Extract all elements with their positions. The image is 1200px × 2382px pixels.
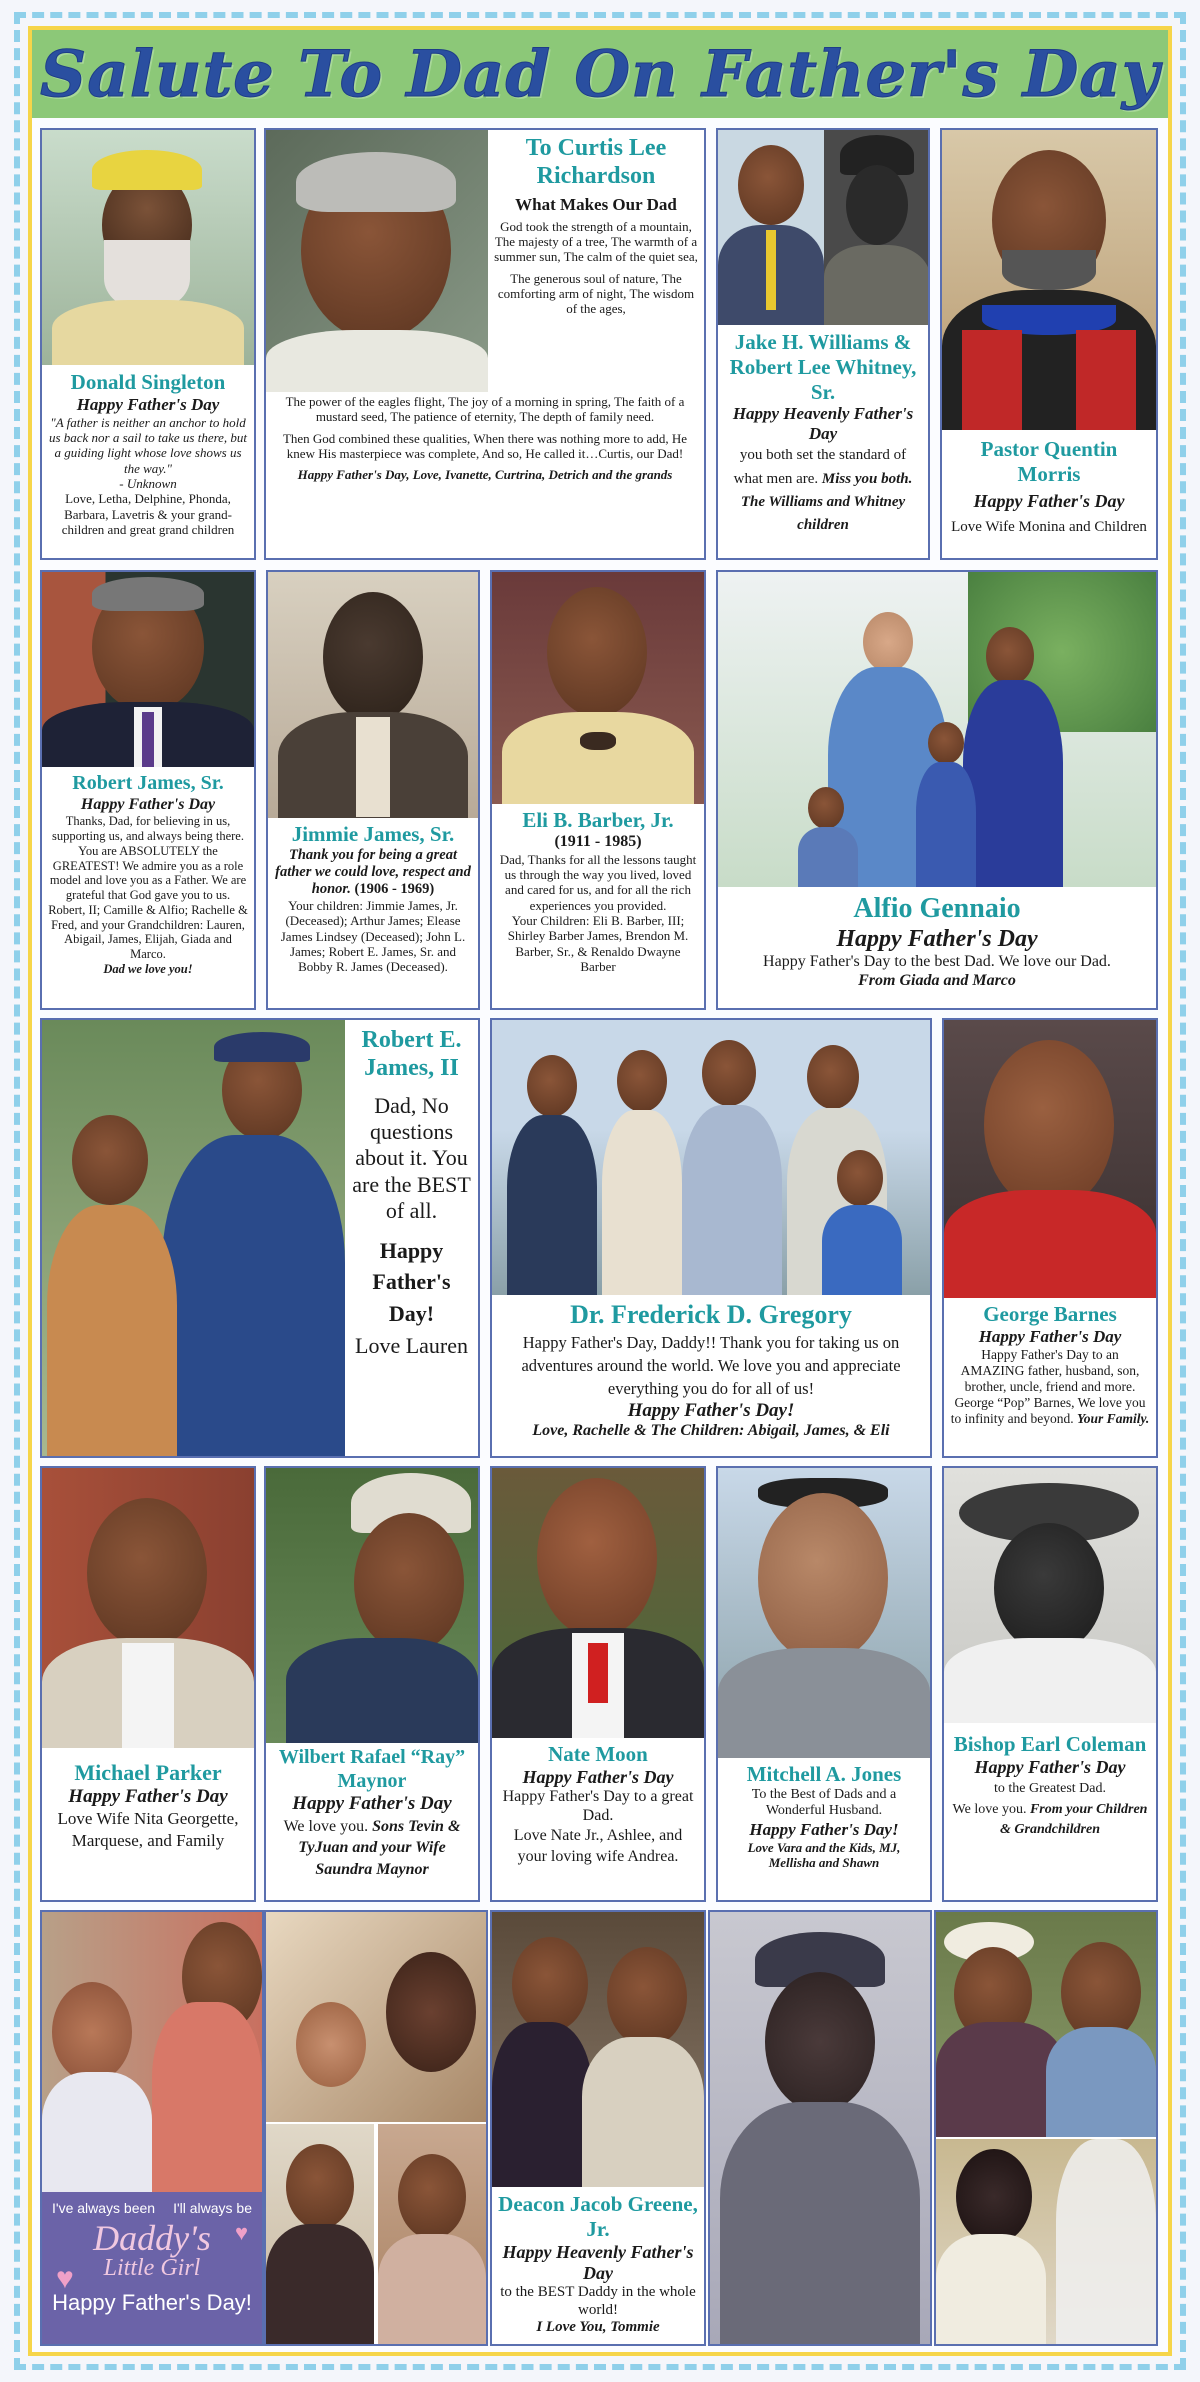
photo-collage-left — [264, 1910, 488, 2346]
tribute-card-quentin-morris — [940, 128, 1158, 560]
signoff: Miss you both. The Williams and Whitney children — [740, 470, 913, 534]
headline: Happy Father's Day — [974, 1756, 1126, 1777]
photo-jimmie-james — [268, 572, 478, 818]
message-text: We love you. — [283, 1817, 369, 1835]
subtitle: What Makes Our Dad — [515, 194, 677, 214]
footer-caption: Happy Father's Day! — [52, 2290, 252, 2315]
tribute-card-donald-singleton — [40, 128, 256, 560]
signoff: From your Children & Grandchildren — [1000, 1802, 1148, 1837]
daddys-little-girl-panel — [42, 2192, 262, 2344]
message-text: Happy Father's Day to an AMAZING father, husband, son, brother, uncle, friend and more. George “Pop” Barnes, We love you to infinity and beyond. — [950, 1346, 1146, 1426]
name: Nate Moon — [548, 1742, 648, 1766]
tribute-card-eli-barber — [490, 570, 706, 1010]
tribute-card-wilbert-maynor — [264, 1466, 480, 1902]
name: Wilbert Rafael “Ray” Maynor — [278, 1746, 466, 1792]
photo-earl-coleman — [944, 1468, 1156, 1723]
signoff: Love Nate Jr., Ashlee, and your loving wife Andrea. — [513, 1826, 683, 1865]
photo-jacob-greene — [492, 1912, 704, 2187]
poem-stanza-3: The power of the eagles flight, The joy of a morning in spring, The faith of a mustard seed, The patience of eternity, The depth of family need. — [285, 394, 685, 425]
poem-stanza-2: The generous soul of nature, The comforting arm of night, The wisdom of the ages, — [497, 270, 695, 317]
photo-military-portrait — [710, 1912, 930, 2344]
headline: Happy Father's Day — [80, 795, 216, 813]
tribute-card-robert-james-sr — [40, 570, 256, 1010]
tribute-card-jacob-greene — [490, 1910, 706, 2346]
message — [272, 1816, 472, 1881]
photo-nate-moon — [492, 1468, 704, 1738]
tribute-card-jimmie-james — [266, 570, 480, 1010]
script-little-girl: Little Girl — [103, 2255, 201, 2281]
message: Happy Father's Day to a great Dad. — [502, 1788, 694, 1824]
name: Pastor Quentin Morris — [980, 437, 1118, 486]
photo-collage-right — [934, 1910, 1158, 2346]
attribution: - Unknown — [119, 476, 177, 492]
message — [950, 1347, 1150, 1427]
photo-george-barnes — [944, 1020, 1156, 1298]
photo-jake-williams — [718, 130, 824, 325]
name: George Barnes — [983, 1302, 1117, 1326]
name: Robert E. James, II — [361, 1027, 462, 1082]
photo-man-in-suit — [266, 2124, 374, 2344]
signoff: Love Vara and the Kids, MJ, Mellisha and Shawn — [747, 1839, 901, 1871]
photo-soldier — [708, 1910, 932, 2346]
photo-young-girl — [378, 2124, 486, 2344]
photo-baby-with-father — [42, 1912, 262, 2192]
headline: Happy Father's Day! — [749, 1819, 899, 1839]
photo-frederick-gregory — [492, 1020, 930, 1295]
headline: Happy Heavenly Father's Day — [502, 2241, 694, 2283]
photo-donald-singleton — [42, 130, 254, 365]
message: Dad, No questions about it. You are the BEST of all. — [352, 1092, 471, 1224]
photo-alfio-gennaio — [718, 572, 1156, 887]
photo-robert-whitney — [824, 130, 930, 325]
photo-quentin-morris — [942, 130, 1156, 430]
message-2 — [950, 1800, 1150, 1839]
years: (1906 - 1969) — [354, 880, 435, 897]
photo-eli-barber — [492, 572, 704, 804]
photo-wedding — [936, 2139, 1156, 2344]
headline: Happy Father's Day — [978, 1326, 1122, 1346]
message: to the BEST Daddy in the whole world! — [500, 2284, 696, 2318]
right-caption: I'll always be — [173, 2200, 252, 2216]
tribute-card-curtis-richardson — [264, 128, 706, 560]
headline: Happy Father's Day — [836, 926, 1038, 953]
message: Love Wife Nita Georgette, Marquese, and Family — [57, 1809, 239, 1851]
name: To Curtis Lee Richardson — [525, 135, 667, 190]
message: Happy Father's Day, Daddy!! Thank you for taking us on adventures around the world. We love you and appreciate everything you do for all of us! — [521, 1332, 901, 1398]
signoff: I Love You, Tommie — [536, 2319, 660, 2336]
tribute-card-robert-james-ii — [40, 1018, 480, 1458]
signoff: Your Family. — [1077, 1410, 1150, 1426]
message: Happy Father's Day to the best Dad. We love our Dad. — [763, 953, 1111, 971]
headline: Happy Father's Day — [292, 1793, 452, 1815]
page-title: Salute To Dad On Father's Day — [40, 36, 1160, 112]
closing: Happy Father's Day, Love, Ivanette, Curtrina, Detrich and the grands — [297, 467, 673, 483]
photo-father-and-baby — [266, 1912, 486, 2122]
tribute-card-daddys-little-girl — [40, 1910, 264, 2346]
script-daddys: Daddy's — [93, 2218, 211, 2258]
signoff: From Giada and Marco — [858, 972, 1016, 990]
name: Alfio Gennaio — [853, 893, 1021, 924]
message: Your children: Jimmie James, Jr. (Deceased); Arthur James; Elease James Lindsey (Deceased); John L. James; Robert E. James, Sr. and Bobby R. James (Deceased). — [280, 898, 466, 975]
name: Mitchell A. Jones — [746, 1762, 902, 1786]
tribute-card-mitchell-jones — [716, 1466, 932, 1902]
photo-wilbert-maynor — [266, 1468, 478, 1743]
tribute-card-frederick-gregory — [490, 1018, 932, 1458]
children: Your Children: Eli B. Barber, III; Shirley Barber James, Brendon M. Barber, Sr., & Renaldo Dwayne Barber — [507, 912, 689, 974]
headline: Happy Father's Day — [522, 1766, 674, 1787]
name: Jake H. Williams & Robert Lee Whitney, Sr. — [729, 330, 917, 404]
name: Jimmie James, Sr. — [291, 822, 455, 846]
poem-stanza-4: Then God combined these qualities, When there was nothing more to add, He knew His masterpiece was complete, And so, He called it…Curtis, our Dad! — [282, 430, 688, 461]
message-text: you both set the standard of what men are. — [733, 447, 907, 487]
headline: Happy Heavenly Father's Day — [732, 404, 914, 444]
name: Donald Singleton — [70, 370, 226, 394]
headline-text: Thank you for being a great father we could love, respect and honor. — [275, 846, 471, 897]
message — [724, 444, 922, 537]
photo-mitchell-jones — [718, 1468, 930, 1758]
tribute-card-michael-parker — [40, 1466, 256, 1902]
message: To the Best of Dads and a Wonderful Husband. — [751, 1786, 897, 1819]
name: Bishop Earl Coleman — [953, 1732, 1147, 1756]
header-banner — [32, 30, 1168, 118]
name: Robert James, Sr. — [72, 772, 224, 794]
left-caption: I've always been — [52, 2200, 156, 2216]
name: Dr. Frederick D. Gregory — [570, 1300, 852, 1329]
signoff: Love Lauren — [355, 1333, 468, 1359]
headline: Happy Father's Day! — [372, 1237, 451, 1327]
tribute-card-alfio-gennaio — [716, 570, 1158, 1010]
message: Love, Letha, Delphine, Phonda, Barbara, Lavetris & your grand-children and great grand children — [61, 491, 235, 538]
heart-icon: ♥ — [56, 2262, 74, 2295]
photo-couple — [936, 1912, 1156, 2137]
message: Dad, Thanks for all the lessons taught us through the way you lived, loved and cared for us, and for all the rich experiences you provided. — [499, 851, 697, 913]
headline: Happy Father's Day — [76, 394, 220, 414]
signoff: Love, Rachelle & The Children: Abigail, James, & Eli — [532, 1422, 890, 1440]
photo-curtis-richardson — [266, 130, 488, 392]
tribute-card-earl-coleman — [942, 1466, 1158, 1902]
name: Michael Parker — [74, 1760, 222, 1785]
headline: Happy Father's Day — [973, 490, 1125, 511]
years: (1911 - 1985) — [554, 832, 642, 850]
tribute-card-george-barnes — [942, 1018, 1158, 1458]
tribute-card-nate-moon — [490, 1466, 706, 1902]
signoff: Dad we love you! — [103, 961, 193, 976]
heart-icon: ♥ — [234, 2220, 248, 2245]
name: Deacon Jacob Greene, Jr. — [498, 2192, 698, 2241]
message-2-text: We love you. — [952, 1802, 1027, 1818]
tribute-card-williams-whitney — [716, 128, 930, 560]
headline: Happy Father's Day — [68, 1785, 228, 1807]
photo-robert-james-ii — [42, 1020, 345, 1456]
photo-robert-james-sr — [42, 572, 254, 767]
poem-stanza-1: God took the strength of a mountain, The majesty of a tree, The warmth of a summer sun, The calm of the quiet sea, — [494, 218, 698, 265]
headline: Happy Father's Day! — [627, 1399, 795, 1421]
photo-michael-parker — [42, 1468, 254, 1748]
message: Thanks, Dad, for believing in us, supporting us, and always being there. You are ABSOLUTELY the GREATEST! We admire you as a role model and love you as a Father. We are grateful that God gave you to us. Robert, II; Camille & Alfio; Rachelle & Fred, and your Grandchildren: Lauren, Abigail, James, Elijah, Giada and Marco. — [48, 814, 248, 962]
name: Eli B. Barber, Jr. — [522, 808, 674, 832]
quote: "A father is neither an anchor to hold us back nor a sail to take us there, but a guiding light whose love shows us the way." — [48, 414, 248, 476]
signoff: Sons Tevin & TyJuan and your Wife Saundra Maynor — [298, 1817, 461, 1878]
headline — [274, 847, 472, 898]
message: to the Greatest Dad. — [994, 1781, 1106, 1796]
message: Love Wife Monina and Children — [951, 518, 1147, 535]
